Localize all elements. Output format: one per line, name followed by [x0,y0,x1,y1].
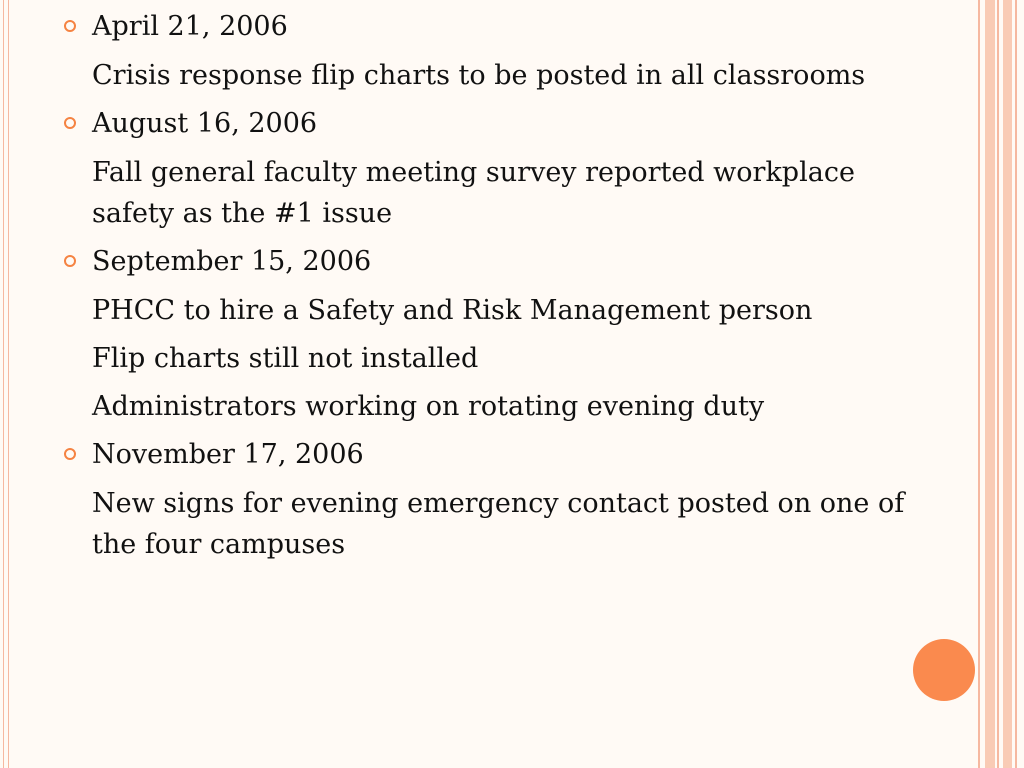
entry-date: November 17, 2006 [92,439,364,470]
bullet-row [62,434,942,475]
bullet-circle-icon [64,117,76,129]
left-border-line [8,0,9,768]
entry-detail: PHCC to hire a Safety and Risk Management person [92,295,813,326]
entry-detail: Flip charts still not installed [92,343,479,374]
timeline-entry [62,6,942,96]
entry-detail: Crisis response flip charts to be posted in all classrooms [92,60,866,91]
bullet-list [62,6,942,572]
entry-detail: Administrators working on rotating evening duty [92,391,765,422]
bullet-row [62,103,942,144]
entry-detail: Fall general faculty meeting survey reported workplace safety as the #1 issue [92,157,855,229]
left-border-line [3,0,4,768]
entry-date: August 16, 2006 [92,108,318,139]
bullet-circle-icon [64,255,76,267]
timeline-entry [62,434,942,565]
bullet-row [62,6,942,47]
decorative-stripe [985,0,995,768]
timeline-entry [62,241,942,427]
entry-detail: New signs for evening emergency contact posted on one of the four campuses [92,488,905,560]
entry-date: April 21, 2006 [92,11,288,42]
bullet-circle-icon [64,20,76,32]
decorative-orange-dot [913,639,975,701]
decorative-stripe [1003,0,1012,768]
decorative-stripe [997,0,999,768]
bullet-row [62,241,942,282]
decorative-stripe [1015,0,1017,768]
entry-date: September 15, 2006 [92,246,372,277]
decorative-stripe [978,0,980,768]
bullet-circle-icon [64,448,76,460]
timeline-entry [62,103,942,234]
